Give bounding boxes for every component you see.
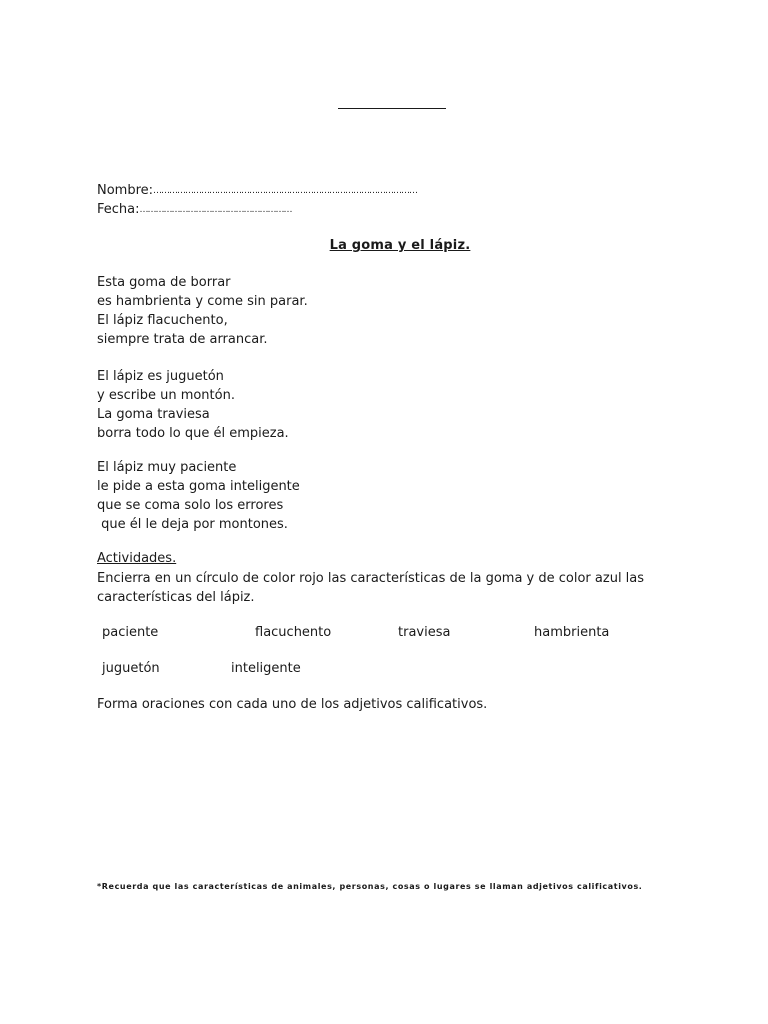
name-blank: ……………………………………………………………………………………… — [153, 186, 418, 196]
poem-line: El lápiz es juguetón — [97, 369, 224, 384]
name-field — [97, 183, 417, 199]
sentence-task: Forma oraciones con cada uno de los adjetivos calificativos. — [97, 697, 488, 712]
poem-line: La goma traviesa — [97, 407, 210, 422]
adjective-word: hambrienta — [534, 625, 610, 640]
activities-heading: Actividades. — [97, 551, 177, 566]
poem-line: El lápiz muy paciente — [97, 460, 237, 475]
poem-line: que se coma solo los errores — [97, 498, 284, 513]
poem-line: que él le deja por montones. — [97, 517, 288, 532]
poem-title: La goma y el lápiz. — [329, 238, 471, 253]
date-field — [97, 202, 292, 218]
poem-line: es hambrienta y come sin parar. — [97, 294, 308, 309]
adjective-word: flacuchento — [255, 625, 332, 640]
footnote: *Recuerda que las características de animales, personas, cosas o lugares se llaman adjetivos calificativos. — [97, 882, 643, 891]
adjective-word: inteligente — [231, 661, 301, 676]
date-label: Fecha: — [97, 202, 140, 217]
poem-line: El lápiz flacuchento, — [97, 313, 228, 328]
poem-stanza-1 — [97, 273, 308, 349]
adjective-word: juguetón — [102, 661, 160, 676]
adjective-word: traviesa — [398, 625, 451, 640]
date-blank: ………………………………………………… — [139, 205, 292, 215]
poem-stanza-3 — [97, 458, 300, 534]
poem-line: y escribe un montón. — [97, 388, 235, 403]
poem-line: le pide a esta goma inteligente — [97, 479, 300, 494]
poem-line: siempre trata de arrancar. — [97, 332, 268, 347]
poem-line: borra todo lo que él empieza. — [97, 426, 289, 441]
activities-instructions: Encierra en un círculo de color rojo las características de la goma y de color azul las características del lápiz. — [97, 571, 645, 605]
poem-line: Esta goma de borrar — [97, 275, 231, 290]
adjective-word: paciente — [102, 625, 159, 640]
poem-stanza-2 — [97, 367, 289, 443]
name-label: Nombre: — [97, 183, 154, 198]
top-blank-line — [338, 108, 446, 109]
